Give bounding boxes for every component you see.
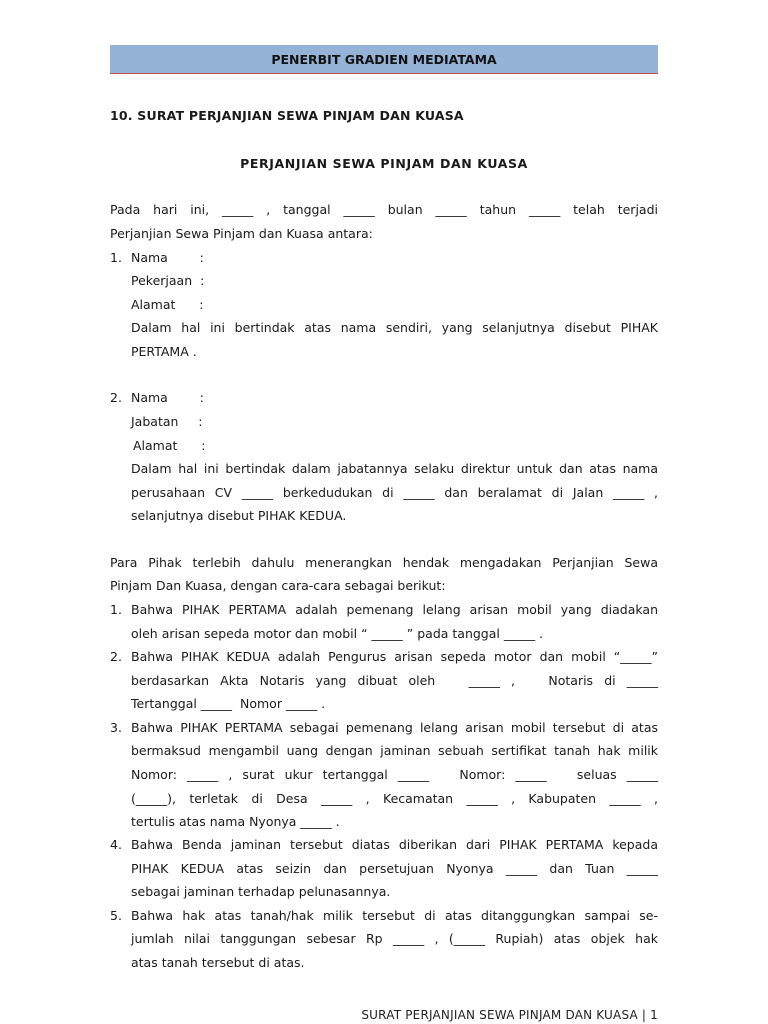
item-3-line-5: tertulis atas nama Nyonya _____ . xyxy=(131,814,340,829)
item-3-line-2: bermaksud mengambil uang dengan jaminan sebuah sertifikat tanah hak milik xyxy=(131,743,658,758)
party-2-desc-3: selanjutnya disebut PIHAK KEDUA. xyxy=(131,508,347,523)
item-4-line-1: Bahwa Benda jaminan tersebut diatas diberikan dari PIHAK PERTAMA kepada xyxy=(131,837,658,852)
item-1-number: 1. xyxy=(110,602,122,617)
party-2-number: 2. xyxy=(110,390,122,405)
party-1-pekerjaan: Pekerjaan : xyxy=(131,273,205,288)
party-2-desc-1: Dalam hal ini bertindak dalam jabatannya selaku direktur untuk dan atas nama xyxy=(131,461,658,476)
party-2-jabatan: Jabatan : xyxy=(131,414,203,429)
party-1-number: 1. xyxy=(110,250,122,265)
item-2-line-3: Tertanggal _____ Nomor _____ . xyxy=(131,696,326,711)
party-1-desc-2: PERTAMA . xyxy=(131,344,197,359)
party-2-alamat: Alamat : xyxy=(133,438,206,453)
item-1-line-2: oleh arisan sepeda motor dan mobil “ _____ ” pada tanggal _____ . xyxy=(131,626,544,641)
item-3-number: 3. xyxy=(110,720,122,735)
item-3-line-1: Bahwa PIHAK PERTAMA sebagai pemenang lelang arisan mobil tersebut di atas xyxy=(131,720,658,735)
item-5-line-1: Bahwa hak atas tanah/hak milik tersebut di atas ditanggungkan sampai se- xyxy=(131,908,658,923)
document-title: PERJANJIAN SEWA PINJAM DAN KUASA xyxy=(240,156,528,171)
page-footer: SURAT PERJANJIAN SEWA PINJAM DAN KUASA | 1 xyxy=(361,1008,658,1022)
party-1-nama: Nama : xyxy=(131,250,204,265)
intro-line-2: Perjanjian Sewa Pinjam dan Kuasa antara: xyxy=(110,226,373,241)
party-1-desc-1: Dalam hal ini bertindak atas nama sendiri, yang selanjutnya disebut PIHAK xyxy=(131,320,658,335)
party-2-nama: Nama : xyxy=(131,390,204,405)
para-line-1: Para Pihak terlebih dahulu menerangkan hendak mengadakan Perjanjian Sewa xyxy=(110,555,658,570)
party-1-alamat: Alamat : xyxy=(131,297,204,312)
party-2-desc-2: perusahaan CV _____ berkedudukan di _____ dan beralamat di Jalan _____ , xyxy=(131,485,658,500)
intro-line-1: Pada hari ini, _____ , tanggal _____ bulan _____ tahun _____ telah terjadi xyxy=(110,202,658,217)
para-line-2: Pinjam Dan Kuasa, dengan cara-cara sebagai berikut: xyxy=(110,578,446,593)
item-4-number: 4. xyxy=(110,837,122,852)
item-1-line-1: Bahwa PIHAK PERTAMA adalah pemenang lelang arisan mobil yang diadakan xyxy=(131,602,658,617)
item-2-number: 2. xyxy=(110,649,122,664)
item-4-line-2: PIHAK KEDUA atas seizin dan persetujuan Nyonya _____ dan Tuan _____ xyxy=(131,861,658,876)
item-4-line-3: sebagai jaminan terhadap pelunasannya. xyxy=(131,884,391,899)
item-3-line-3: Nomor: _____ , surat ukur tertanggal _____ Nomor: _____ seluas _____ xyxy=(131,767,658,782)
item-3-line-4: (_____), terletak di Desa _____ , Kecamatan _____ , Kabupaten _____ , xyxy=(131,791,658,806)
item-2-line-2: berdasarkan Akta Notaris yang dibuat oleh _____ , Notaris di _____ xyxy=(131,673,658,688)
item-2-line-1: Bahwa PIHAK KEDUA adalah Pengurus arisan sepeda motor dan mobil “_____” xyxy=(131,649,658,664)
item-5-line-3: atas tanah tersebut di atas. xyxy=(131,955,305,970)
item-5-line-2: jumlah nilai tanggungan sebesar Rp _____ , (_____ Rupiah) atas objek hak xyxy=(131,931,658,946)
publisher-header: PENERBIT GRADIEN MEDIATAMA xyxy=(110,45,658,74)
section-title: 10. SURAT PERJANJIAN SEWA PINJAM DAN KUASA xyxy=(110,108,464,123)
item-5-number: 5. xyxy=(110,908,122,923)
